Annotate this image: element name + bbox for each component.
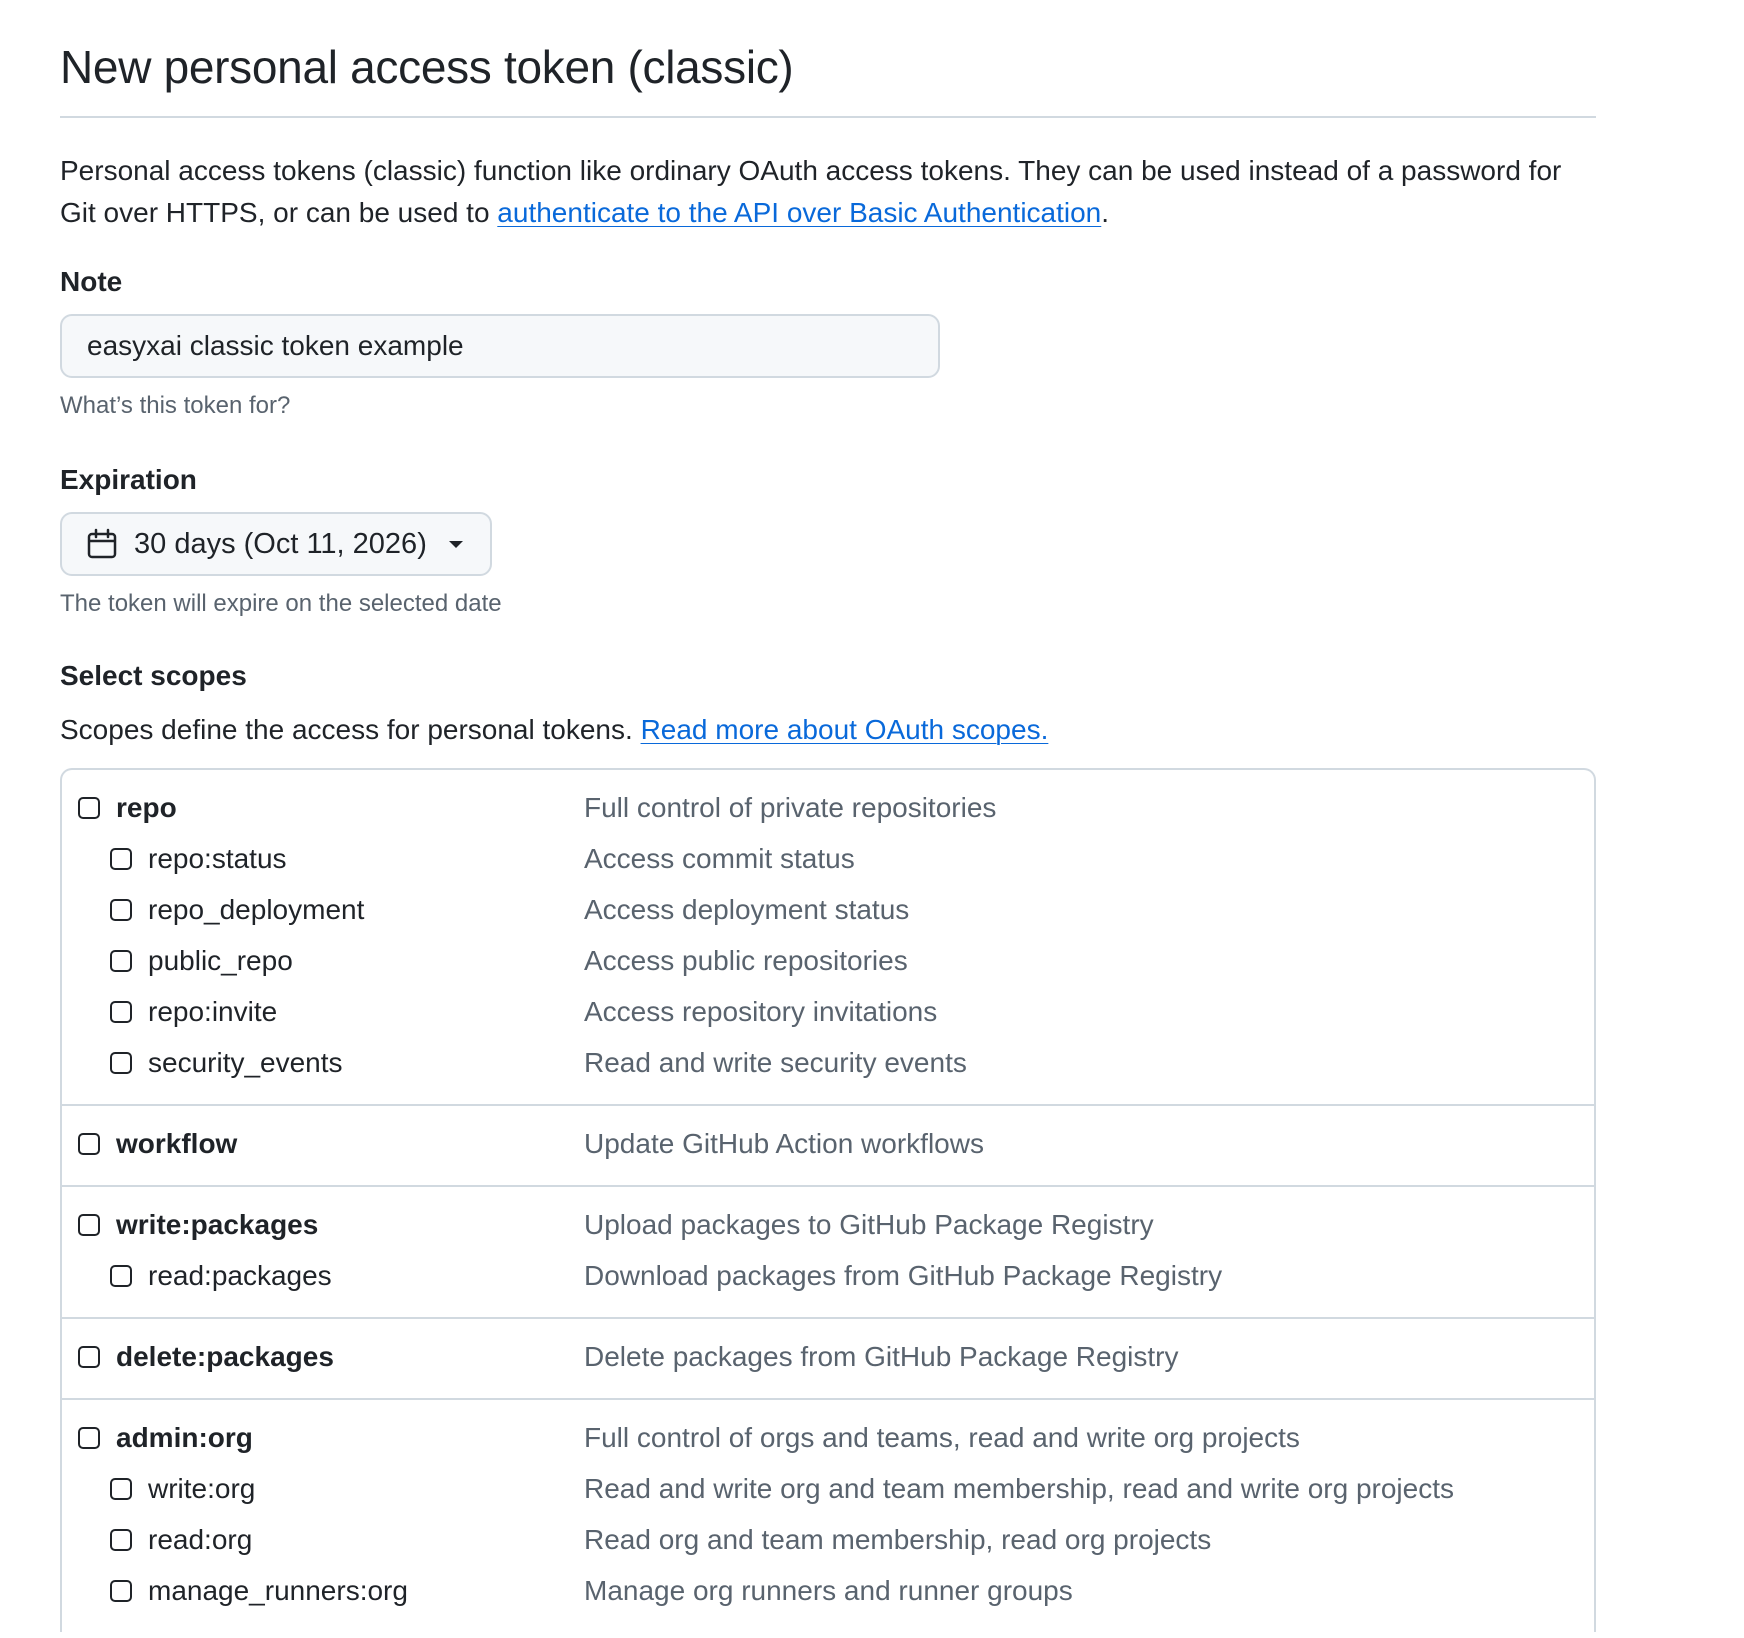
- scope-group: [62, 1106, 1594, 1187]
- scope-checkbox[interactable]: [78, 1133, 100, 1155]
- scope-description: Upload packages to GitHub Package Registry: [584, 1208, 1154, 1240]
- basic-auth-link[interactable]: authenticate to the API over Basic Authentication: [497, 197, 1102, 228]
- scope-row-child[interactable]: [62, 1565, 1594, 1616]
- oauth-scopes-link[interactable]: Read more about OAuth scopes.: [640, 714, 1049, 745]
- scope-description: Download packages from GitHub Package Registry: [584, 1259, 1223, 1291]
- scope-row-child[interactable]: [62, 935, 1594, 986]
- scope-name: read:org: [148, 1523, 253, 1555]
- chevron-down-icon: [446, 534, 466, 554]
- scope-description: Access public repositories: [584, 944, 908, 976]
- scope-description: Delete packages from GitHub Package Registry: [584, 1340, 1179, 1372]
- scope-checkbox[interactable]: [78, 797, 100, 819]
- scope-checkbox[interactable]: [110, 1265, 132, 1287]
- intro-end: .: [1101, 197, 1110, 228]
- scope-row-child[interactable]: [62, 833, 1594, 884]
- note-hint: What’s this token for?: [60, 392, 291, 419]
- note-label: Note: [60, 266, 123, 297]
- token-settings-page: [60, 0, 1596, 1632]
- scope-description: Update GitHub Action workflows: [584, 1127, 984, 1159]
- intro-text: Personal access tokens (classic) function like ordinary OAuth access tokens. They can be used instead of a password for Git over HTTPS, or can be used to: [60, 155, 1562, 228]
- scope-name: manage_runners:org: [148, 1574, 408, 1606]
- scope-row-child[interactable]: [62, 884, 1594, 935]
- scope-checkbox[interactable]: [110, 899, 132, 921]
- scope-group: [62, 770, 1594, 1106]
- scope-checkbox[interactable]: [78, 1346, 100, 1368]
- scope-checkbox[interactable]: [110, 1478, 132, 1500]
- scope-checkbox[interactable]: [110, 848, 132, 870]
- scopes-description: [60, 710, 1596, 750]
- scope-group: [62, 1187, 1594, 1319]
- scope-group: [62, 1319, 1594, 1400]
- scope-name: repo:invite: [148, 995, 278, 1027]
- scope-name: repo:status: [148, 842, 287, 874]
- scope-description: Manage org runners and runner groups: [584, 1574, 1073, 1606]
- scope-row-child[interactable]: [62, 1463, 1594, 1514]
- scope-description: Full control of private repositories: [584, 791, 997, 823]
- expiration-hint: The token will expire on the selected date: [60, 590, 502, 617]
- scope-name: repo_deployment: [148, 893, 365, 925]
- scope-row-parent[interactable]: [62, 1412, 1594, 1463]
- scope-checkbox[interactable]: [110, 950, 132, 972]
- scopes-description-text: Scopes define the access for personal tokens.: [60, 714, 641, 745]
- scope-name: read:packages: [148, 1259, 332, 1291]
- expiration-select-button[interactable]: [60, 512, 492, 576]
- scope-row-child[interactable]: [62, 1037, 1594, 1088]
- scope-description: Read and write security events: [584, 1046, 967, 1078]
- scope-checkbox[interactable]: [110, 1529, 132, 1551]
- scope-description: Access deployment status: [584, 893, 910, 925]
- scope-description: Read and write org and team membership, read and write org projects: [584, 1472, 1454, 1504]
- scope-row-parent[interactable]: [62, 782, 1594, 833]
- scope-name: write:org: [148, 1472, 256, 1504]
- scope-name: security_events: [148, 1046, 343, 1078]
- scopes-list: [60, 768, 1596, 1632]
- scope-row-child[interactable]: [62, 1514, 1594, 1565]
- scope-name: write:packages: [116, 1208, 319, 1240]
- scope-group: [62, 1400, 1594, 1632]
- scope-name: admin:org: [116, 1421, 253, 1453]
- scope-name: public_repo: [148, 944, 293, 976]
- expiration-selected-value: 30 days (Oct 11, 2026): [134, 527, 427, 560]
- scope-checkbox[interactable]: [110, 1580, 132, 1602]
- intro-paragraph: [60, 150, 1596, 234]
- scope-description: Access repository invitations: [584, 995, 938, 1027]
- scope-checkbox[interactable]: [110, 1001, 132, 1023]
- scope-description: Access commit status: [584, 842, 855, 874]
- scope-description: Read org and team membership, read org projects: [584, 1523, 1212, 1555]
- scope-row-parent[interactable]: [62, 1118, 1594, 1169]
- expiration-label: Expiration: [60, 464, 197, 495]
- note-input[interactable]: [60, 314, 940, 378]
- scopes-label: Select scopes: [60, 660, 247, 691]
- scope-row-child[interactable]: [62, 986, 1594, 1037]
- scope-row-parent[interactable]: [62, 1199, 1594, 1250]
- scope-row-parent[interactable]: [62, 1331, 1594, 1382]
- scope-name: repo: [116, 791, 177, 823]
- scope-name: workflow: [116, 1127, 238, 1159]
- calendar-icon: [86, 528, 118, 560]
- scope-description: Full control of orgs and teams, read and write org projects: [584, 1421, 1300, 1453]
- scope-name: delete:packages: [116, 1340, 334, 1372]
- scope-row-child[interactable]: [62, 1250, 1594, 1301]
- scope-checkbox[interactable]: [78, 1427, 100, 1449]
- page-title: New personal access token (classic): [60, 0, 1596, 118]
- scope-checkbox[interactable]: [110, 1052, 132, 1074]
- scope-checkbox[interactable]: [78, 1214, 100, 1236]
